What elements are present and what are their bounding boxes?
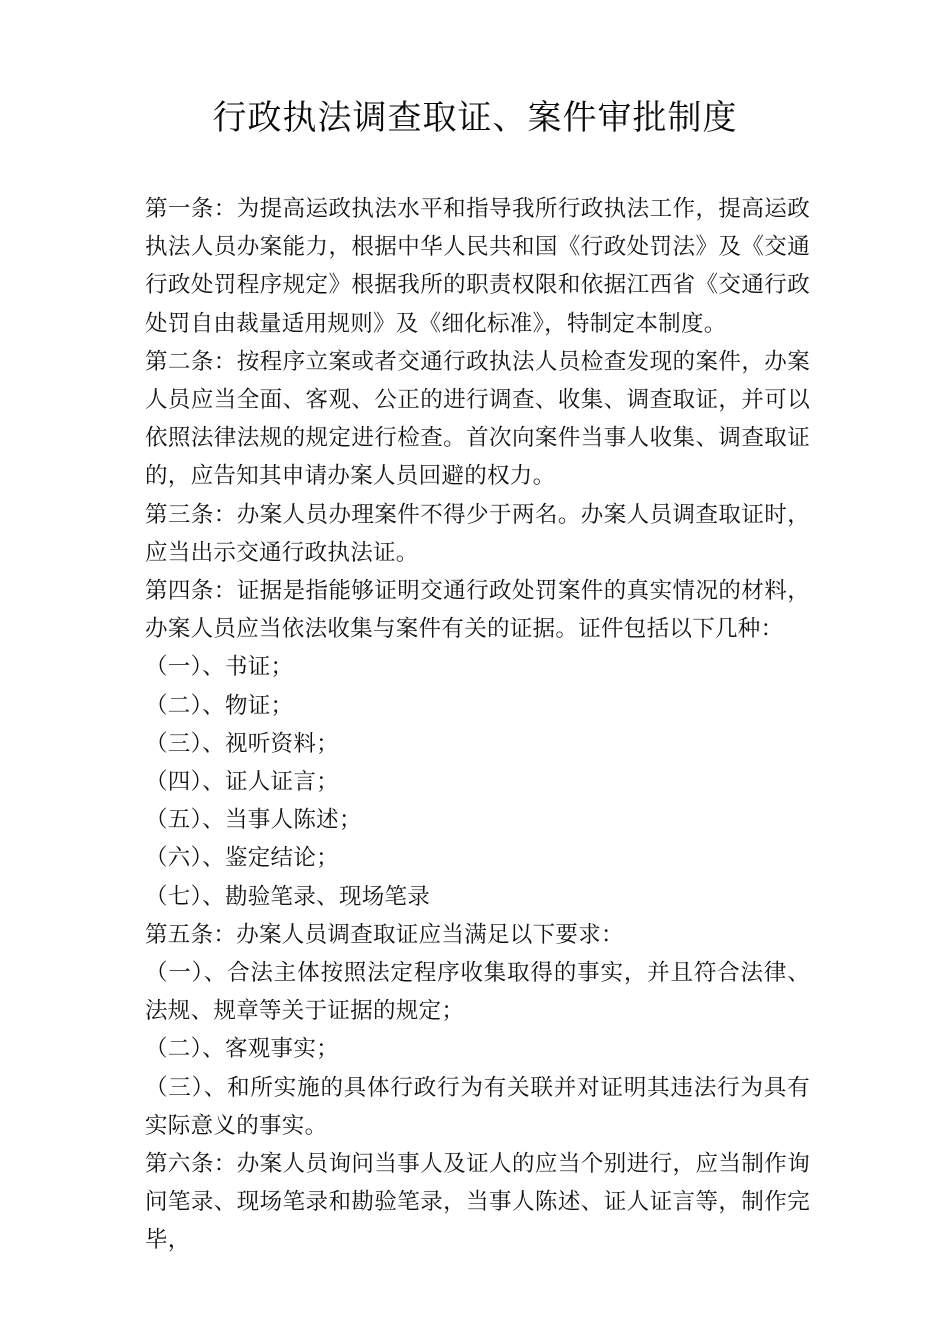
requirement-item: （二）、客观事实； bbox=[145, 1036, 339, 1063]
evidence-type-item: （一）、书证； bbox=[145, 654, 294, 681]
article-6-paragraph: 第六条：办案人员询问当事人及证人的应当个别进行，应当制作询问笔录、现场笔录和勘验笔录，当事人陈述、证人证言等，制作完毕， bbox=[145, 1151, 810, 1254]
document-body bbox=[145, 190, 810, 1260]
evidence-type-item: （二）、物证； bbox=[145, 692, 294, 719]
requirement-item: （一）、合法主体按照法定程序收集取得的事实，并且符合法律、法规、规章等关于证据的规定； bbox=[145, 960, 810, 1025]
document-title: 行政执法调查取证、案件审批制度 bbox=[212, 98, 738, 138]
article-2-paragraph: 第二条：按程序立案或者交通行政执法人员检查发现的案件，办案人员应当全面、客观、公正的进行调查、收集、调查取证，并可以依照法律法规的规定进行检查。首次向案件当事人收集、调查取证的，应告知其申请办案人员回避的权力。 bbox=[145, 348, 810, 490]
evidence-type-item: （六）、鉴定结论； bbox=[145, 845, 339, 872]
evidence-type-item: （四）、证人证言； bbox=[145, 769, 339, 796]
evidence-type-item: （三）、视听资料； bbox=[145, 730, 339, 757]
article-3-paragraph: 第三条：办案人员办理案件不得少于两名。办案人员调查取证时，应当出示交通行政执法证。 bbox=[145, 501, 810, 566]
evidence-type-item: （五）、当事人陈述； bbox=[145, 807, 362, 834]
requirement-item: （三）、和所实施的具体行政行为有关联并对证明其违法行为具有实际意义的事实。 bbox=[145, 1074, 810, 1139]
article-5-paragraph: 第五条：办案人员调查取证应当满足以下要求： bbox=[145, 921, 624, 948]
article-4-paragraph: 第四条：证据是指能够证明交通行政处罚案件的真实情况的材料，办案人员应当依法收集与案件有关的证据。证件包括以下几种： bbox=[145, 578, 810, 643]
evidence-type-item: （七）、勘验笔录、现场笔录 bbox=[145, 883, 431, 910]
article-1-paragraph: 第一条：为提高运政执法水平和指导我所行政执法工作，提高运政执法人员办案能力，根据中华人民共和国《行政处罚法》及《交通行政处罚程序规定》根据我所的职责权限和依据江西省《交通行政处罚自由裁量适用规则》及《细化标准》，特制定本制度。 bbox=[145, 196, 810, 337]
